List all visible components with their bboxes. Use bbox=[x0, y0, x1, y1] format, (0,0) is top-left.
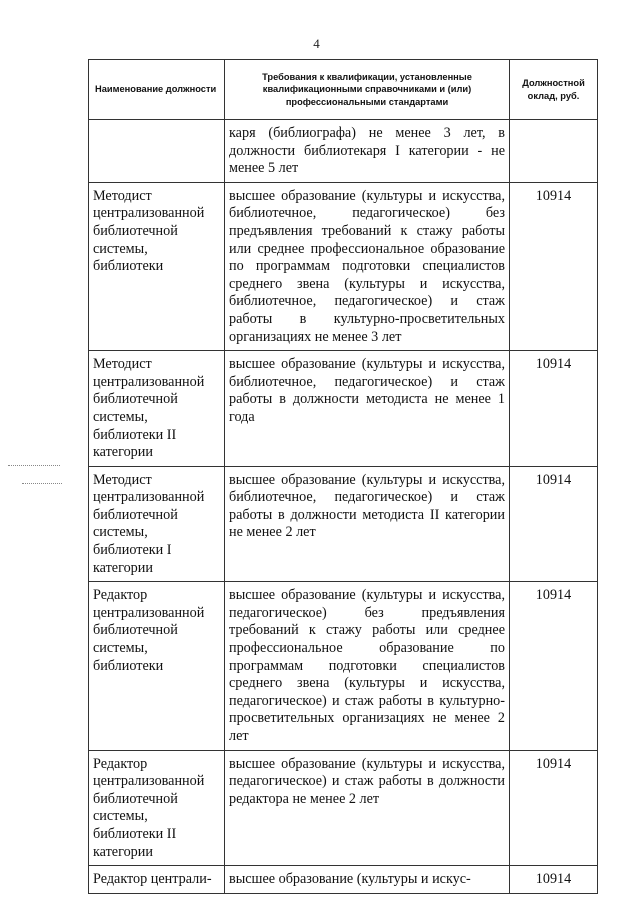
salary-cell bbox=[510, 120, 598, 183]
table-row bbox=[89, 351, 598, 467]
requirements-cell: каря (библиографа) не менее 3 лет, в должности библиотекаря I категории - не менее 5 лет bbox=[225, 120, 510, 183]
page-number: 4 bbox=[313, 36, 320, 51]
salary-cell: 10914 bbox=[510, 351, 598, 467]
salary-cell: 10914 bbox=[510, 182, 598, 350]
requirements-cell: высшее образование (культуры и искус- bbox=[225, 866, 510, 894]
table-row bbox=[89, 120, 598, 183]
requirements-cell: высшее образование (культуры и искусства, библиотечное, педагогическое) и стаж работы в должности методиста не менее 1 года bbox=[225, 351, 510, 467]
table-row bbox=[89, 582, 598, 750]
header-position: Наименование должности bbox=[89, 60, 225, 120]
requirements-cell: высшее образование (культуры и искусства, библиотечное, педагогическое) и стаж работы в должности методиста II категории не менее 2 лет bbox=[225, 466, 510, 582]
salary-cell: 10914 bbox=[510, 750, 598, 866]
salary-cell: 10914 bbox=[510, 466, 598, 582]
table-row bbox=[89, 182, 598, 350]
position-cell: Методист централизованной библиотечной системы, библиотеки II категории bbox=[89, 351, 225, 467]
position-cell: Редактор централизованной библиотечной системы, библиотеки II категории bbox=[89, 750, 225, 866]
position-cell: Редактор централизованной библиотечной системы, библиотеки bbox=[89, 582, 225, 750]
table-header-row bbox=[89, 60, 598, 120]
scan-artifact-line bbox=[22, 483, 62, 484]
salary-cell: 10914 bbox=[510, 866, 598, 894]
header-salary: Должностной оклад, руб. bbox=[510, 60, 598, 120]
table-row bbox=[89, 750, 598, 866]
requirements-cell: высшее образование (культуры и искусства, педагогическое) без предъявления требований к стажу работы или среднее профессиональное образование по программам подготовки специалистов среднего звена (культуры и искусства, педагогическое) и стаж работы в культурно-просветительных организациях не менее 2 лет bbox=[225, 582, 510, 750]
requirements-cell: высшее образование (культуры и искусства, педагогическое) и стаж работы в должности редактора не менее 2 лет bbox=[225, 750, 510, 866]
table-row bbox=[89, 866, 598, 894]
requirements-cell: высшее образование (культуры и искусства, библиотечное, педагогическое) без предъявления требований к стажу работы или среднее профессиональное образование по программам подготовки специалистов среднего звена (культуры и искусства, библиотечное, педагогическое) и стаж работы в культурно-просветительных организациях не менее 3 лет bbox=[225, 182, 510, 350]
position-cell: Редактор централи- bbox=[89, 866, 225, 894]
position-cell: Методист централизованной библиотечной системы, библиотеки I категории bbox=[89, 466, 225, 582]
salary-cell: 10914 bbox=[510, 582, 598, 750]
position-cell: Методист централизованной библиотечной системы, библиотеки bbox=[89, 182, 225, 350]
position-cell bbox=[89, 120, 225, 183]
positions-table bbox=[88, 59, 598, 894]
table-row bbox=[89, 466, 598, 582]
scan-artifact-line bbox=[8, 465, 60, 466]
header-requirements: Требования к квалификации, установленные квалификационными справочниками и (или) профессиональными стандартами bbox=[225, 60, 510, 120]
